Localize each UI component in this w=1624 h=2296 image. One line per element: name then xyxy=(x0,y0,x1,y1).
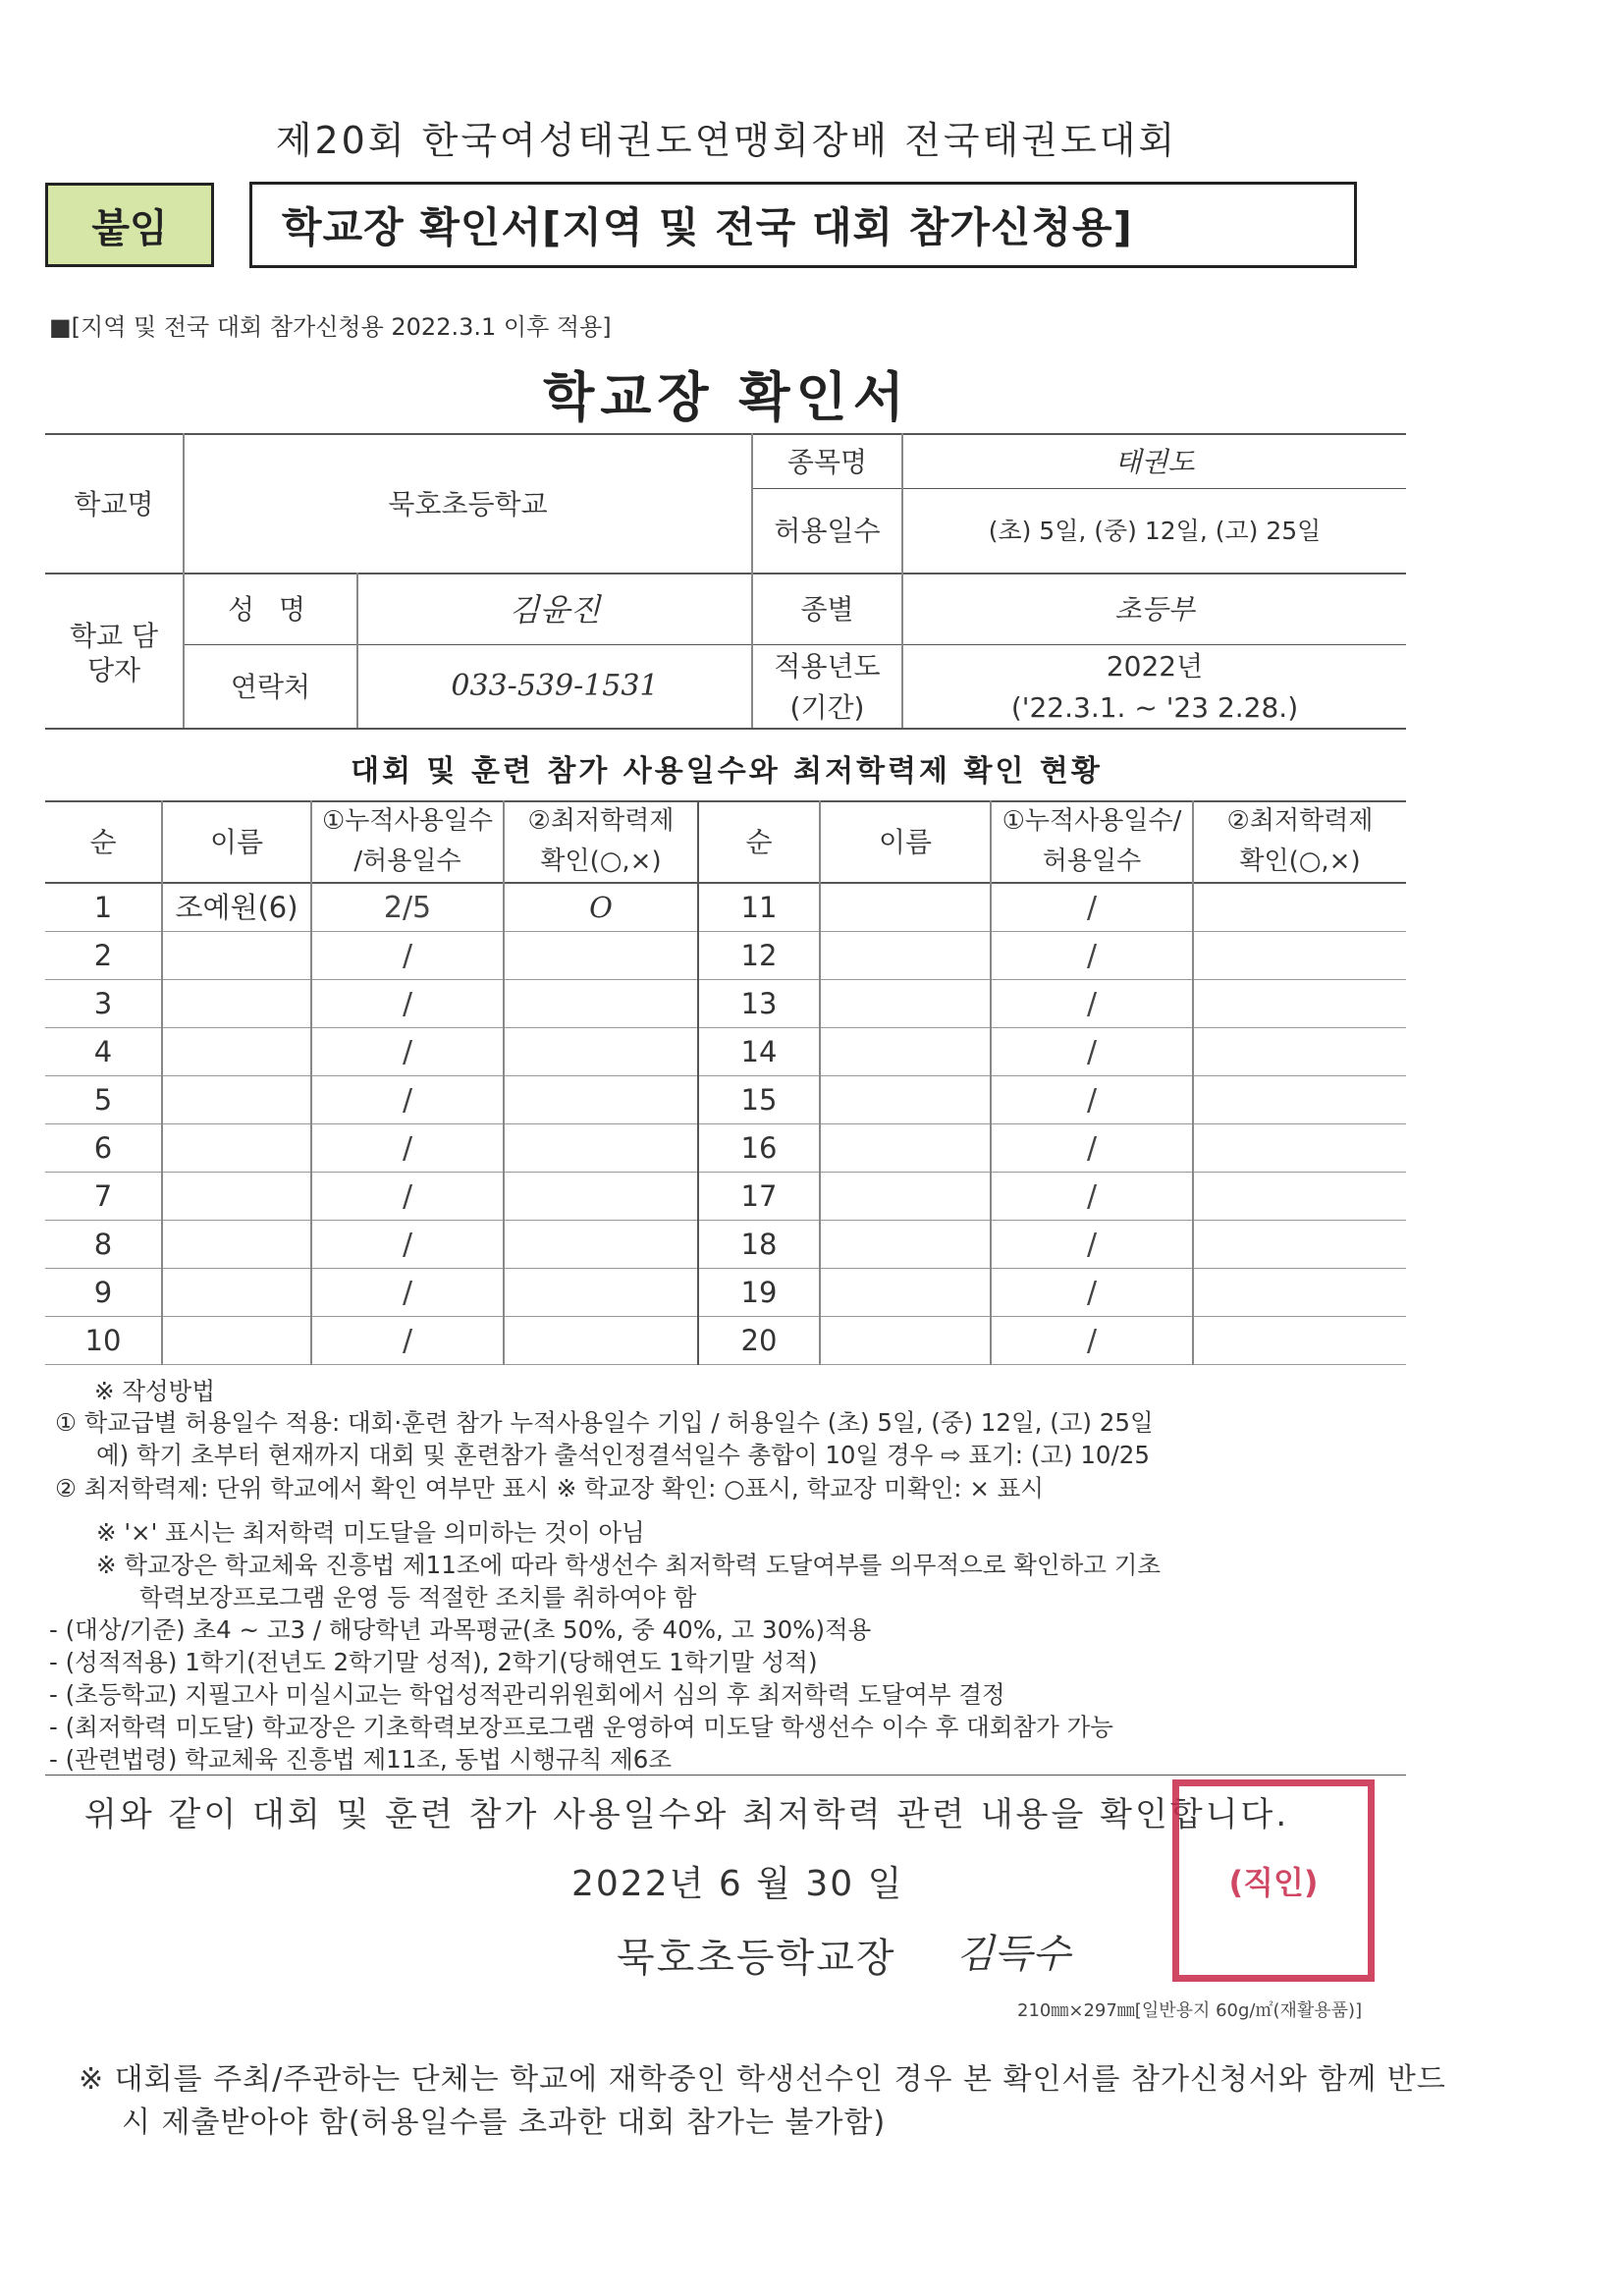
row-number: 1 xyxy=(93,891,113,925)
row-min-check xyxy=(1194,1269,1406,1317)
apply-note: ■[지역 및 전국 대회 참가신청용 2022.3.1 이후 적용] xyxy=(49,313,612,341)
row-number: 16 xyxy=(740,1131,778,1166)
method-line: - (최저학력 미도달) 학교장은 기초학력보장프로그램 운영하여 미도달 학생선수 이수 후 대회참가 가능 xyxy=(49,1713,1113,1741)
header-name-right: 이름 xyxy=(878,825,933,858)
row-number: 4 xyxy=(93,1035,113,1069)
method-line: - (성적적용) 1학기(전년도 2학기말 성적), 2학기(당해연도 1학기말 성적) xyxy=(49,1648,818,1676)
row-number: 18 xyxy=(740,1228,778,1262)
row-usage: / xyxy=(1086,1227,1098,1262)
row-usage: / xyxy=(1086,1034,1098,1069)
year-label: 적용년도 xyxy=(774,649,881,683)
row-usage: 2/5 xyxy=(383,890,432,925)
row-number: 8 xyxy=(93,1228,113,1262)
name-value: 김윤진 xyxy=(509,590,601,629)
row-min-check xyxy=(505,932,697,980)
status-table-vdivider xyxy=(990,800,992,1365)
category-label: 종별 xyxy=(800,593,854,626)
row-min-check xyxy=(1194,1173,1406,1221)
row-min-check xyxy=(505,1317,697,1365)
row-min-check xyxy=(505,1173,697,1221)
row-number: 9 xyxy=(93,1276,113,1310)
row-usage: / xyxy=(402,1178,413,1214)
method-line: ※ 학교장은 학교체육 진흥법 제11조에 따라 학생선수 최저학력 도달여부를 의무적으로 확인하고 기초 xyxy=(96,1551,1162,1579)
method-line: ※ '×' 표시는 최저학력 미도달을 의미하는 것이 아님 xyxy=(96,1518,645,1547)
row-name xyxy=(163,1221,310,1269)
row-name xyxy=(821,1221,990,1269)
row-number: 2 xyxy=(93,939,113,973)
status-table-vdivider xyxy=(310,800,312,1365)
row-name xyxy=(163,980,310,1028)
method-line: - (관련법령) 학교체육 진흥법 제11조, 동법 시행규칙 제6조 xyxy=(49,1745,673,1774)
contact-label: 연락처 xyxy=(230,670,311,703)
row-number: 15 xyxy=(740,1083,778,1118)
sport-label: 종목명 xyxy=(786,445,868,478)
status-table-vdivider xyxy=(161,800,163,1365)
row-min-check xyxy=(505,1269,697,1317)
name-label: 성 명 xyxy=(228,593,313,626)
header-min-right: ②최저학력제 확인(○,×) xyxy=(1226,806,1374,877)
row-min-check xyxy=(505,1028,697,1076)
row-number: 5 xyxy=(93,1083,113,1118)
row-number: 20 xyxy=(740,1324,778,1358)
row-usage: / xyxy=(402,1275,413,1310)
method-heading: ※ 작성방법 xyxy=(94,1377,215,1405)
row-min-check xyxy=(1194,1076,1406,1124)
header-usage-left: ①누적사용일수 /허용일수 xyxy=(321,806,493,877)
period-label: (기간) xyxy=(789,690,865,724)
status-section-title: 대회 및 훈련 참가 사용일수와 최저학력제 확인 현황 xyxy=(351,754,1103,789)
row-number: 3 xyxy=(93,987,113,1021)
header-min-left: ②최저학력제 확인(○,×) xyxy=(527,806,675,877)
row-usage: / xyxy=(402,1323,413,1358)
method-line: ② 최저학력제: 단위 학교에서 확인 여부만 표시 ※ 학교장 확인: ○표시, 학교장 미확인: × 표시 xyxy=(55,1474,1044,1503)
row-name xyxy=(163,1317,310,1365)
row-usage: / xyxy=(402,1227,413,1262)
year-value: 2022년 xyxy=(1106,649,1204,683)
row-name xyxy=(163,1173,310,1221)
method-line: - (대상/기준) 초4 ~ 고3 / 해당학년 과목평균(초 50%, 중 40%, 고 30%)적용 xyxy=(49,1615,872,1644)
row-usage: / xyxy=(402,1130,413,1166)
row-name xyxy=(163,1124,310,1173)
footer-note-line1: ※ 대회를 주최/주관하는 단체는 학교에 재학중인 학생선수인 경우 본 확인서를 참가신청서와 함께 반드 xyxy=(79,2062,1446,2097)
row-min-check xyxy=(1194,884,1406,932)
document-title: 학교장 확인서 xyxy=(543,366,910,428)
status-table-vdivider xyxy=(1192,800,1194,1365)
principal-signature: 김득수 xyxy=(956,1932,1070,1977)
row-min-check xyxy=(1194,1221,1406,1269)
row-usage: / xyxy=(402,1082,413,1118)
row-name xyxy=(821,884,990,932)
row-name xyxy=(821,932,990,980)
row-min-check xyxy=(1194,980,1406,1028)
competition-title: 제20회 한국여성태권도연맹회장배 전국태권도대회 xyxy=(275,119,1178,162)
allowed-days-label: 허용일수 xyxy=(774,515,881,547)
row-usage: / xyxy=(1086,1082,1098,1118)
row-number: 11 xyxy=(740,891,778,925)
confirmation-statement: 위와 같이 대회 및 훈련 참가 사용일수와 최저학력 관련 내용을 확인합니다. xyxy=(84,1795,1290,1834)
row-min-check xyxy=(505,1221,697,1269)
row-name xyxy=(163,932,310,980)
row-number: 10 xyxy=(84,1324,122,1358)
row-number: 17 xyxy=(740,1179,778,1214)
status-table-vdivider xyxy=(503,800,505,1365)
confirmation-date: 2022년 6 월 30 일 xyxy=(571,1864,904,1904)
header-no-right: 순 xyxy=(745,825,773,858)
row-name xyxy=(821,1173,990,1221)
row-name xyxy=(821,1028,990,1076)
row-name xyxy=(821,1317,990,1365)
row-number: 12 xyxy=(740,939,778,973)
row-min-check xyxy=(505,1124,697,1173)
row-name xyxy=(821,1076,990,1124)
row-min-check xyxy=(505,980,697,1028)
row-number: 6 xyxy=(93,1131,113,1166)
method-line: 학력보장프로그램 운영 등 적절한 조치를 취하여야 함 xyxy=(139,1583,697,1612)
row-name xyxy=(821,1124,990,1173)
method-line: ① 학교급별 허용일수 적용: 대회·훈련 참가 누적사용일수 기입 / 허용일수 (초) 5일, (중) 12일, (고) 25일 xyxy=(55,1408,1154,1437)
row-name xyxy=(163,1269,310,1317)
school-label: 학교명 xyxy=(74,487,154,520)
row-usage: / xyxy=(1086,1178,1098,1214)
attachment-badge: 붙임 xyxy=(45,183,214,267)
manager-label: 학교 담당자 xyxy=(69,620,159,686)
row-usage: / xyxy=(1086,938,1098,973)
row-usage: / xyxy=(1086,1275,1098,1310)
status-table-vdivider xyxy=(819,800,821,1365)
row-number: 7 xyxy=(93,1179,113,1214)
row-usage: / xyxy=(1086,1323,1098,1358)
row-name xyxy=(821,980,990,1028)
row-usage: / xyxy=(402,986,413,1021)
row-usage: / xyxy=(1086,986,1098,1021)
principal-title: 묵호초등학교장 xyxy=(617,1936,896,1981)
row-min-check xyxy=(505,1076,697,1124)
contact-value: 033-539-1531 xyxy=(451,669,659,704)
row-number: 14 xyxy=(740,1035,778,1069)
row-usage: / xyxy=(402,938,413,973)
row-name: 조예원(6) xyxy=(175,891,298,925)
row-min-check: O xyxy=(589,891,613,925)
header-no-left: 순 xyxy=(89,825,117,858)
row-number: 13 xyxy=(740,987,778,1021)
method-line: - (초등학교) 지필고사 미실시교는 학업성적관리위원회에서 심의 후 최저학력 도달여부 결정 xyxy=(49,1680,1005,1709)
category-value: 초등부 xyxy=(1114,593,1195,626)
row-min-check xyxy=(1194,932,1406,980)
header-name-left: 이름 xyxy=(209,825,264,858)
row-number: 19 xyxy=(740,1276,778,1310)
row-min-check xyxy=(1194,1124,1406,1173)
header-usage-right: ①누적사용일수/ 허용일수 xyxy=(1001,806,1182,877)
sport-value: 태권도 xyxy=(1114,445,1195,478)
row-usage: / xyxy=(402,1034,413,1069)
row-min-check xyxy=(1194,1317,1406,1365)
row-usage: / xyxy=(1086,1130,1098,1166)
row-border xyxy=(45,1364,1406,1365)
method-line: 예) 학기 초부터 현재까지 대회 및 훈련참가 출석인정결석일수 총합이 10일 경우 ⇨ 표기: (고) 10/25 xyxy=(96,1441,1150,1469)
form-title: 학교장 확인서[지역 및 전국 대회 참가신청용] xyxy=(249,182,1357,268)
allowed-days-value: (초) 5일, (중) 12일, (고) 25일 xyxy=(988,516,1322,545)
paper-spec: 210㎜×297㎜[일반용지 60g/㎡(재활용품)] xyxy=(1017,2000,1363,2021)
school-value: 묵호초등학교 xyxy=(388,487,548,520)
footer-note-line2: 시 제출받아야 함(허용일수를 초과한 대회 참가는 불가함) xyxy=(122,2105,887,2140)
period-value: ('22.3.1. ~ '23 2.28.) xyxy=(1010,690,1299,724)
row-name xyxy=(821,1269,990,1317)
row-usage: / xyxy=(1086,890,1098,925)
method-bottom-border xyxy=(45,1775,1406,1776)
seal-text: (직인) xyxy=(1228,1864,1319,1901)
row-name xyxy=(163,1076,310,1124)
row-min-check xyxy=(1194,1028,1406,1076)
official-seal xyxy=(1172,1779,1375,1982)
status-table-center-divider xyxy=(697,800,699,1365)
row-name xyxy=(163,1028,310,1076)
info-table-bottom-border xyxy=(45,728,1406,730)
